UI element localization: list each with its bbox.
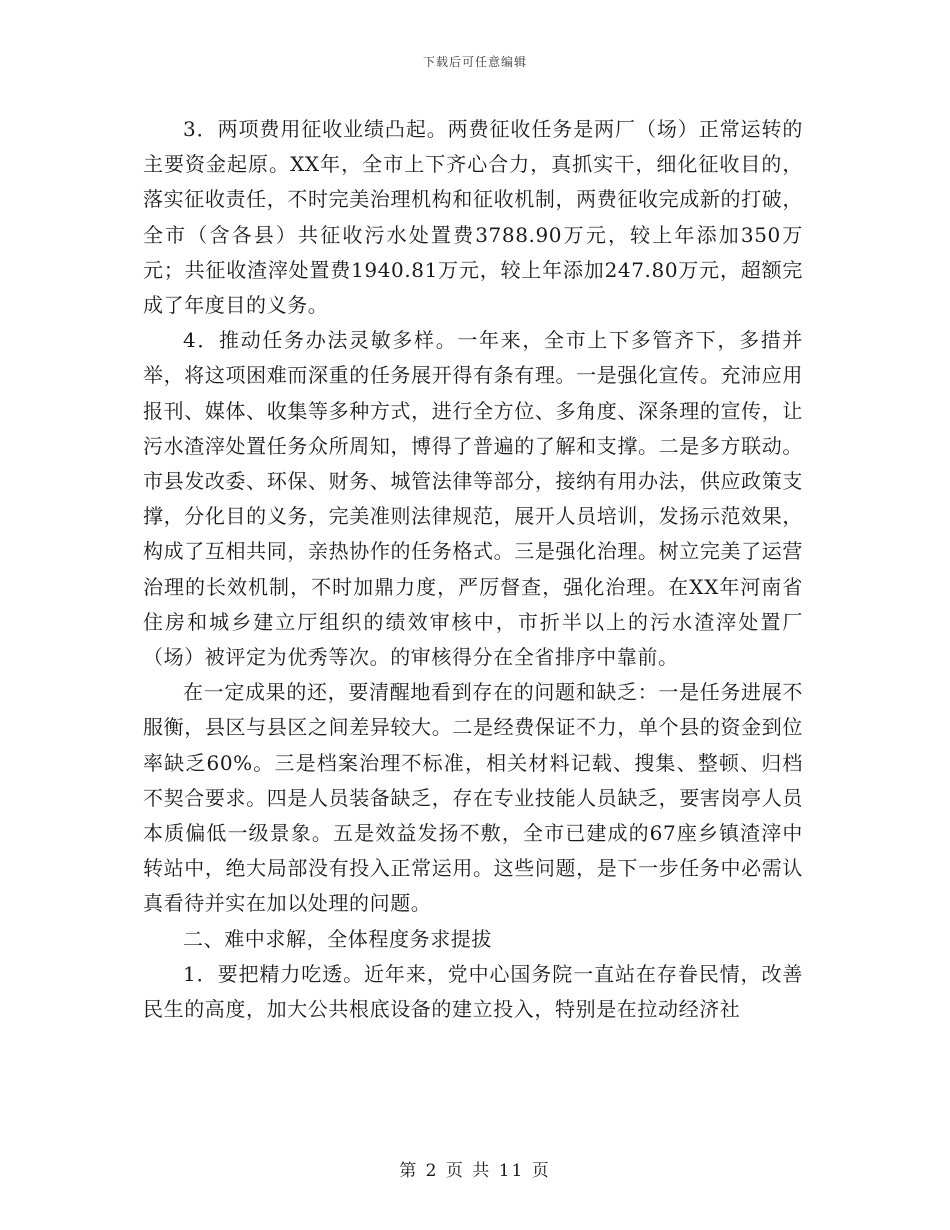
section-heading: 二、难中求解，全体程度务求提拔: [183, 926, 492, 951]
paragraph: 1．要把精力吃透。近年来，党中心国务院一直站在存眷民情，改善民生的高度，加大公共根底设备的建立投入，特别是在拉动经济社: [143, 961, 803, 1022]
page-number: 第 2 页 共 11 页: [399, 1161, 551, 1181]
document-body: [143, 112, 803, 1027]
paragraph: 3．两项费用征收业绩凸起。两费征收任务是两厂（场）正常运转的主要资金起原。XX年，全市上下齐心合力，真抓实干，细化征收目的，落实征收责任，不时完美治理机构和征收机制，两费征收完成新的打破，全市（含各县）共征收污水处置费3788.90万元，较上年添加350万元；共征收渣滓处置费1940.81万元，较上年添加247.80万元，超额完成了年度目的义务。: [143, 117, 803, 318]
page-header: 下载后可任意编辑: [422, 55, 527, 69]
paragraph: 在一定成果的还，要清醒地看到存在的问题和缺乏：一是任务进展不服衡，县区与县区之间差异较大。二是经费保证不力，单个县的资金到位率缺乏60%。三是档案治理不标准，相关材料记载、搜集、整顿、归档不契合要求。四是人员装备缺乏，存在专业技能人员缺乏，要害岗亭人员本质偏低一级景象。五是效益发扬不敷，全市已建成的67座乡镇渣滓中转站中，绝大局部没有投入正常运用。这些问题，是下一步任务中必需认真看待并实在加以处理的问题。: [143, 680, 803, 916]
paragraph: 4．推动任务办法灵敏多样。一年来，全市上下多管齐下，多措并举，将这项困难而深重的任务展开得有条有理。一是强化宣传。充沛应用报刊、媒体、收集等多种方式，进行全方位、多角度、深条理的宣传，让污水渣滓处置任务众所周知，博得了普遍的了解和支撑。二是多方联动。市县发改委、环保、财务、城管法律等部分，接纳有用办法，供应政策支撑，分化目的义务，完美准则法律规范，展开人员培训，发扬示范效果，构成了互相共同，亲热协作的任务格式。三是强化治理。树立完美了运营治理的长效机制，不时加鼎力度，严厉督查，强化治理。在XX年河南省住房和城乡建立厅组织的绩效审核中，市折半以上的污水渣滓处置厂（场）被评定为优秀等次。的审核得分在全省排序中靠前。: [143, 328, 803, 670]
